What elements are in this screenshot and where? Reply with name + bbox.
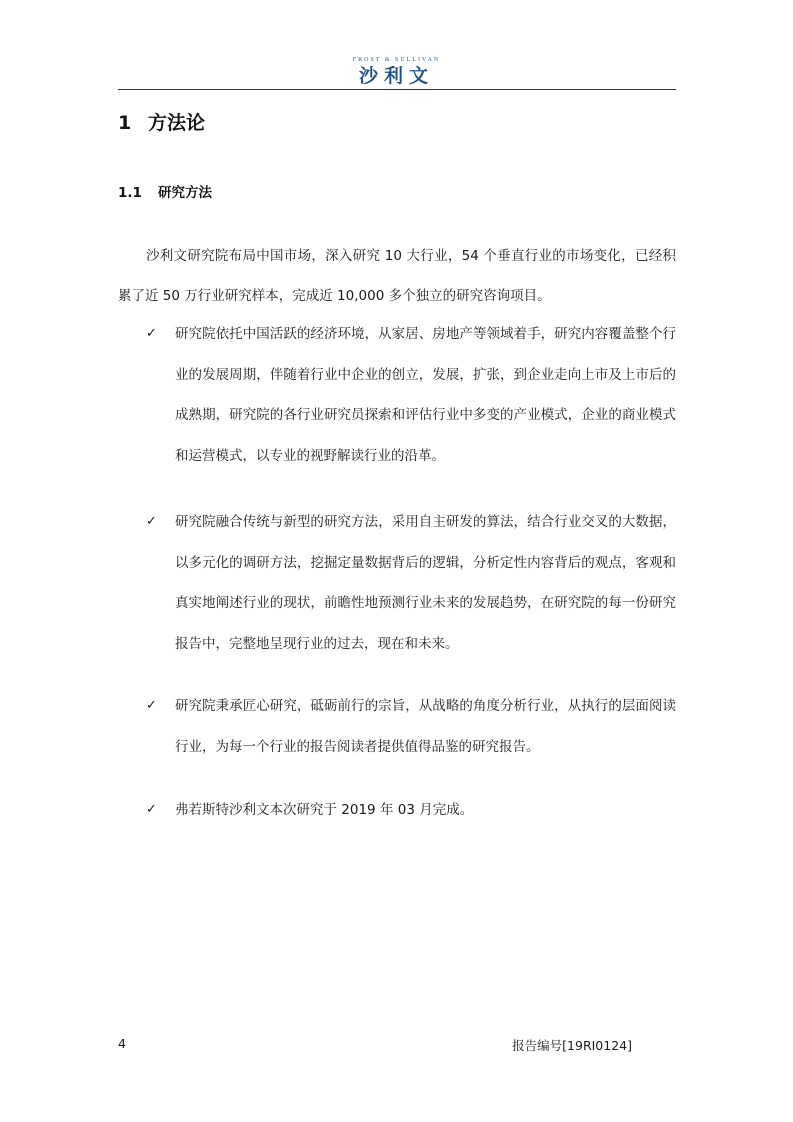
subsection-heading (118, 181, 212, 201)
header-divider (118, 89, 676, 90)
bullet-item (146, 686, 676, 767)
section-title: 方法论 (148, 112, 206, 134)
bullet-text: 研究院融合传统与新型的研究方法，采用自主研发的算法，结合行业交叉的大数据，以多元化的调研方法，挖掘定量数据背后的逻辑，分析定性内容背后的观点，客观和真实地阐述行业的现状，前瞻性地预测行业未来的发展趋势，在研究院的每一份研究报告中，完整地呈现行业的过去，现在和未来。 (175, 514, 676, 652)
subsection-title: 研究方法 (158, 185, 212, 201)
checkmark-icon: ✓ (146, 698, 157, 713)
checkmark-icon: ✓ (146, 802, 157, 817)
bullet-text: 研究院秉承匠心研究，砥砺前行的宗旨，从战略的角度分析行业，从执行的层面阅读行业，为每一个行业的报告阅读者提供值得品鉴的研究报告。 (175, 698, 676, 755)
bullet-item (146, 314, 676, 476)
checkmark-icon: ✓ (146, 326, 157, 341)
page-number: 4 (118, 1036, 126, 1051)
bullet-text: 研究院依托中国活跃的经济环境，从家居、房地产等领域着手，研究内容覆盖整个行业的发展周期，伴随着行业中企业的创立，发展，扩张，到企业走向上市及上市后的成熟期，研究院的各行业研究员探索和评估行业中多变的产业模式，企业的商业模式和运营模式，以专业的视野解读行业的沿革。 (175, 326, 676, 464)
checkmark-icon: ✓ (146, 514, 157, 529)
logo-subtitle: FROST & SULLIVAN (352, 57, 441, 63)
intro-paragraph: 沙利文研究院布局中国市场，深入研究 10 大行业，54 个垂直行业的市场变化，已经积累了近 50 万行业研究样本，完成近 10,000 多个独立的研究咨询项目。 (118, 248, 676, 304)
bullet-item (146, 790, 676, 831)
header-logo (0, 56, 793, 87)
section-number: 1 (118, 112, 132, 134)
section-heading (118, 108, 205, 135)
logo-title: 沙利文 (358, 65, 434, 87)
bullet-item (146, 502, 676, 664)
report-id: 报告编号[19RI0124] (512, 1038, 632, 1053)
subsection-number: 1.1 (118, 185, 142, 201)
bullet-text: 弗若斯特沙利文本次研究于 2019 年 03 月完成。 (175, 802, 474, 818)
